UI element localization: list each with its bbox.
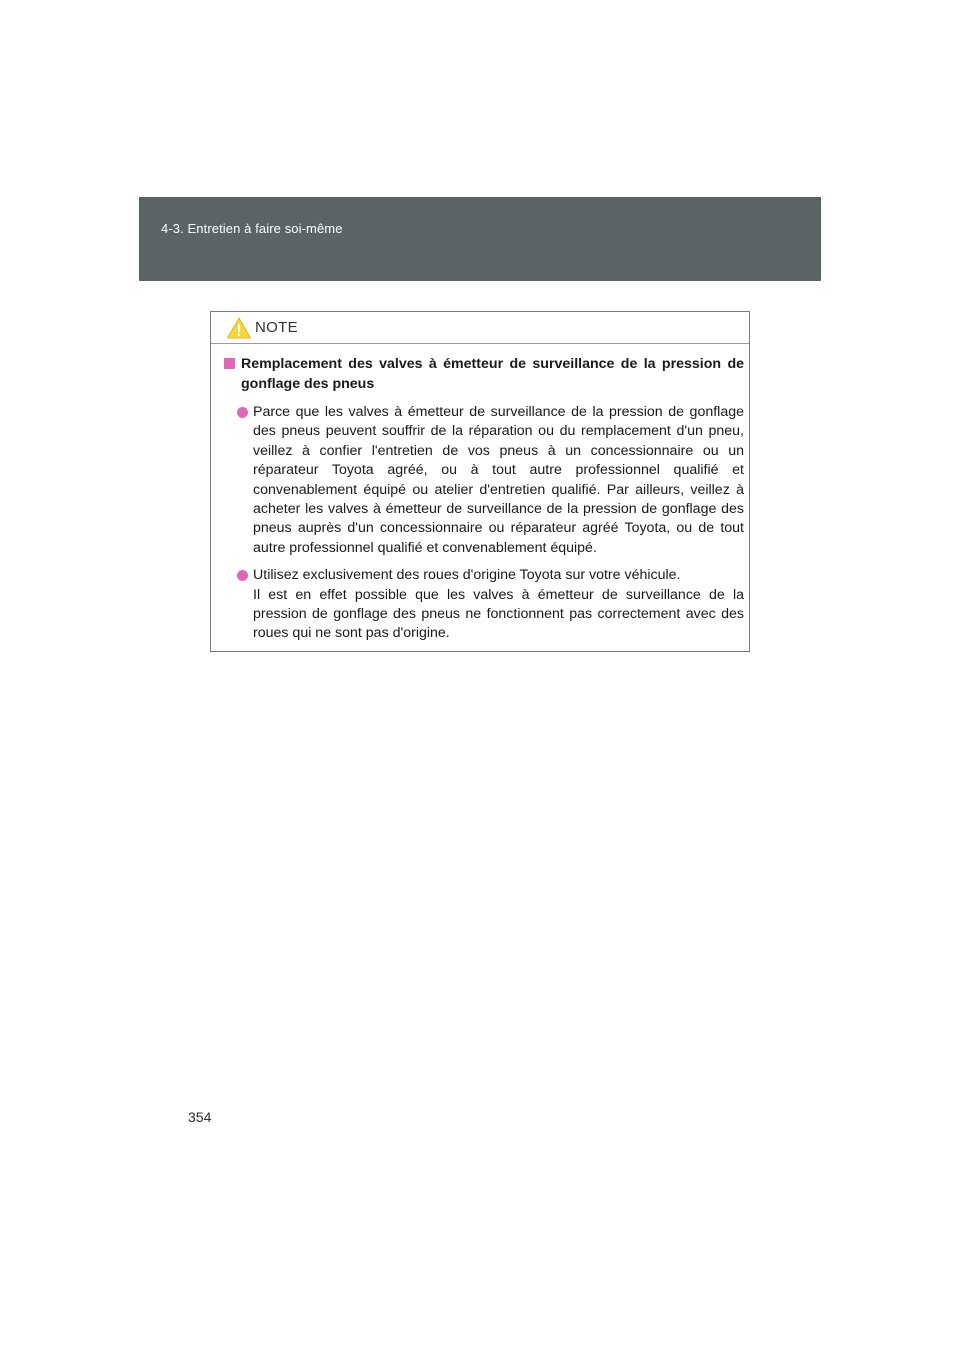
list-item-text: Utilisez exclusivement des roues d'origine Toyota sur votre véhicule. — [253, 567, 681, 584]
chapter-section-title: 4-3. Entretien à faire soi-même — [161, 221, 343, 236]
list-item-text: Parce que les valves à émetteur de surveillance de la pression de gonflage des pneus peuvent souffrir de la réparation ou du remplacement d'un pneu, veillez à confier l'entretien de vos pneus à un concessionnaire ou un réparateur Toyota agréé, ou à tout autre professionnel qualifié et convenablement équipé ou atelier d'entretien qualifié. Par ailleurs, veillez à acheter les valves à émetteur de surveillance de la pression de gonflage des pneus auprès d'un concessionnaire ou réparateur agréé Toyota, ou de tout autre professionnel qualifié et convenablement équipé. — [253, 404, 744, 556]
chapter-header-band — [139, 197, 821, 281]
note-header — [211, 312, 749, 344]
note-body — [222, 354, 744, 644]
note-section-title — [222, 354, 744, 394]
note-section-title-text: Remplacement des valves à émetteur de surveillance de la pression de gonflage des pneus — [241, 356, 744, 392]
warning-triangle-icon — [226, 316, 252, 340]
page-number: 354 — [188, 1109, 212, 1125]
list-item-text: Il est en effet possible que les valves à émetteur de surveillance de la pression de gonflage des pneus ne fonctionnent pas correctement avec des roues qui ne sont pas d'origine. — [253, 586, 744, 642]
round-bullet-icon — [237, 570, 248, 581]
note-box — [210, 311, 750, 652]
square-bullet-icon — [224, 358, 235, 369]
list-item — [222, 566, 744, 644]
note-label: NOTE — [255, 319, 298, 336]
list-item — [222, 403, 744, 558]
round-bullet-icon — [237, 407, 248, 418]
